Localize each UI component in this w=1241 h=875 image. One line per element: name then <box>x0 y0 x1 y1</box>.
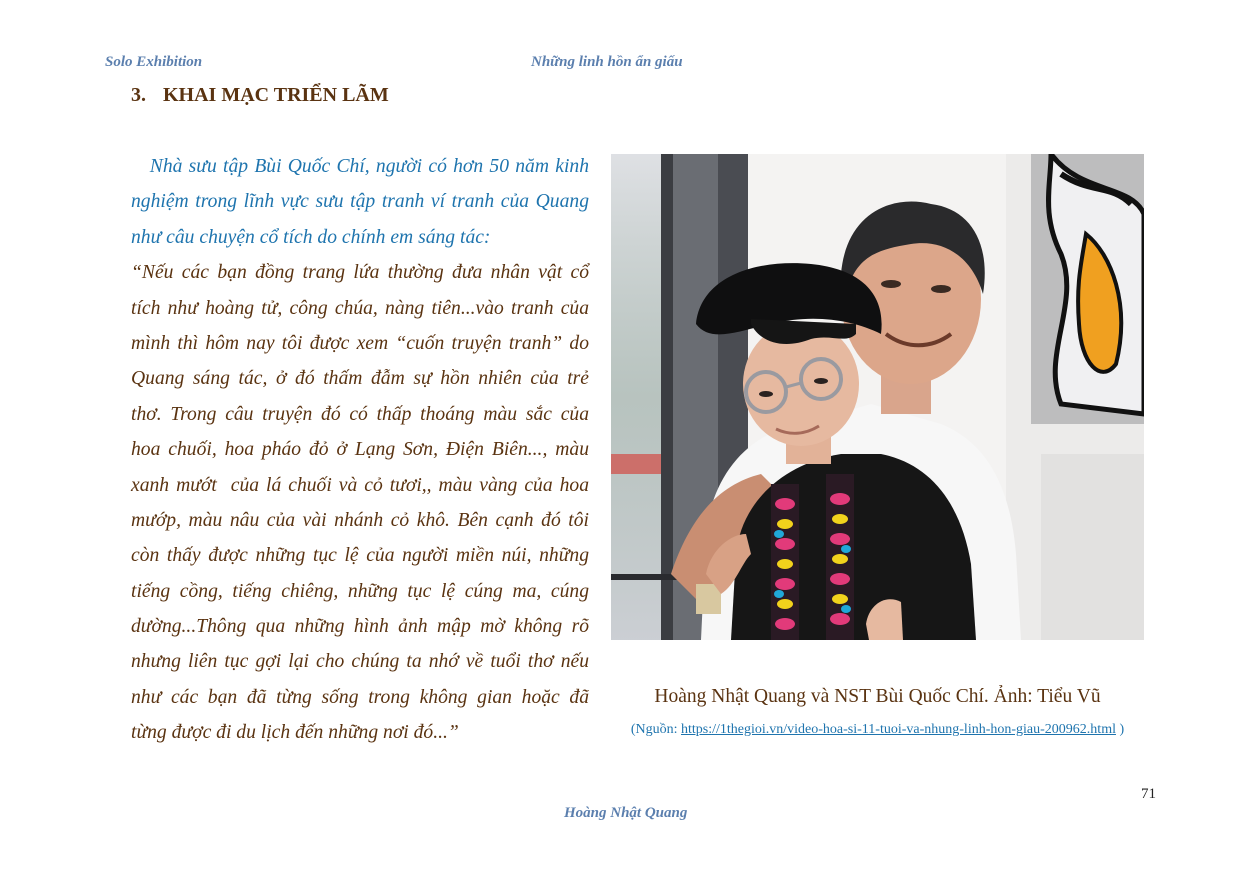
section-number: 3. <box>131 84 146 106</box>
text-line: thơ. Trong câu truyện đó có thấp thoáng màu sắc của <box>131 403 589 425</box>
text-line: nghiệm trong lĩnh vực sưu tập tranh ví tranh của Quang <box>131 191 589 213</box>
text-line: tích như hoàng tử, công chúa, nàng tiên...vào tranh của <box>131 297 589 319</box>
body-text-column <box>131 149 589 751</box>
text-line: Nhà sưu tập Bùi Quốc Chí, người có hơn 50 năm kinh <box>131 156 589 177</box>
section-title: KHAI MẠC TRIỂN LÃM <box>163 84 389 106</box>
running-footer-author: Hoàng Nhật Quang <box>564 805 688 821</box>
text-line: từng được đi du lịch đến những nơi đó...” <box>131 722 459 744</box>
text-line: tiếng cồng, tiếng chiêng, những tục lệ cúng ma, cúng <box>131 580 589 602</box>
text-line: hoa chuối, hoa pháo đỏ ở Lạng Sơn, Điện Biên..., màu <box>131 439 589 461</box>
text-line: xanh mướt của lá chuối và cỏ tươi,, màu vàng của hoa <box>131 474 589 496</box>
text-line: như các bạn đã từng sống trong không gian hoặc đã <box>131 686 589 708</box>
text-line: mình thì hôm nay tôi được xem “cuốn truyện tranh” do <box>131 332 589 354</box>
source-suffix: ) <box>1115 722 1125 737</box>
quote-paragraph <box>131 255 589 750</box>
running-header-title: Những linh hồn ẩn giấu <box>531 54 683 70</box>
text-line: dường...Thông qua những hình ảnh mập mờ không rõ <box>131 616 589 638</box>
figure-source <box>611 722 1144 738</box>
exhibition-photo <box>611 154 1144 640</box>
text-line: “Nếu các bạn đồng trang lứa thường đưa nhân vật cổ <box>131 262 589 284</box>
figure-caption: Hoàng Nhật Quang và NST Bùi Quốc Chí. Ảnh: Tiểu Vũ <box>654 686 1101 707</box>
section-heading <box>131 84 389 107</box>
text-line: mướp, màu nâu của vài nhánh cỏ khô. Bên cạnh đó tôi <box>131 509 589 531</box>
text-line: còn thấy được những tục lệ của người miền núi, những <box>131 545 589 567</box>
photo-illustration <box>611 154 1144 640</box>
page-number: 71 <box>1141 786 1156 802</box>
text-line: Quang sáng tác, ở đó thấm đẫm sự hồn nhiên của trẻ <box>131 368 589 390</box>
source-link[interactable]: https://1thegioi.vn/video-hoa-si-11-tuoi-va-nhung-linh-hon-giau-200962.html <box>681 722 1116 737</box>
source-prefix: (Nguồn: <box>630 722 681 737</box>
text-line: như câu chuyện cổ tích do chính em sáng tác: <box>131 226 491 248</box>
intro-paragraph <box>131 149 589 255</box>
text-line: nhưng liên tục gợi lại cho chúng ta nhớ về tuổi thơ nếu <box>131 651 589 673</box>
running-header-left: Solo Exhibition <box>105 54 203 70</box>
